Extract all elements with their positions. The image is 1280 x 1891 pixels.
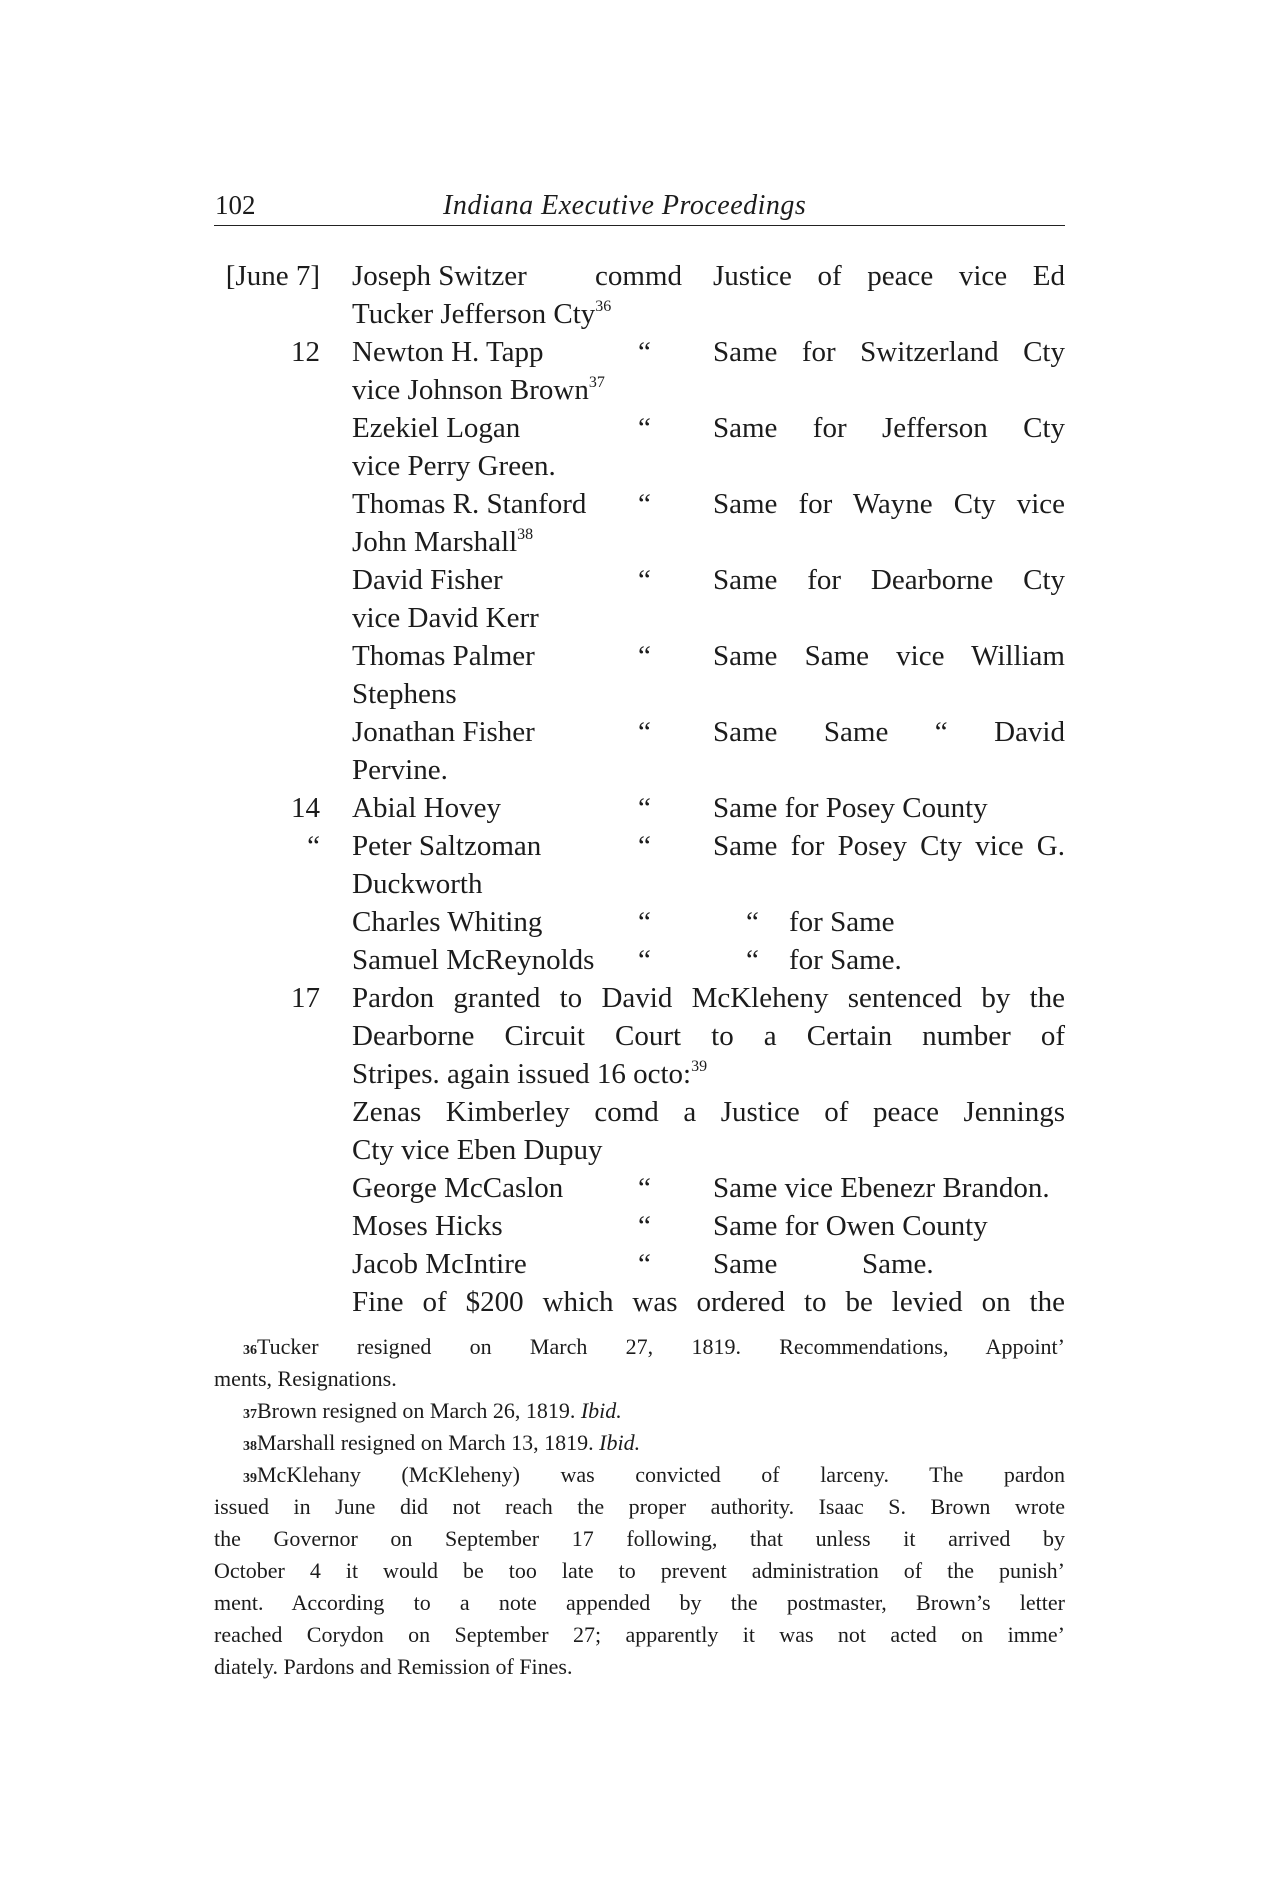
ditto-mark: “ bbox=[638, 564, 651, 596]
footnote-39-line: reached Corydon on September 27; apparently it was not acted on imme’ bbox=[214, 1622, 1065, 1647]
ditto-mark: “ bbox=[638, 1210, 651, 1242]
entry-name: Peter Saltzoman bbox=[352, 830, 542, 862]
ditto-mark: “ bbox=[638, 944, 651, 976]
footnote-39-line: ment. According to a note appended by the postmaster, Brown’s letter bbox=[214, 1590, 1065, 1615]
entry-description: Same. bbox=[862, 1248, 934, 1280]
page-number: 102 bbox=[215, 190, 256, 220]
ditto-mark: “ bbox=[638, 792, 651, 824]
entry-description: Same for Jefferson Cty bbox=[713, 412, 1065, 444]
entry-name: Newton H. Tapp bbox=[352, 336, 544, 368]
entry-name: Samuel McReynolds bbox=[352, 944, 595, 976]
entry-date: [June 7] bbox=[225, 260, 320, 292]
entry-continuation: vice Perry Green. bbox=[352, 450, 556, 482]
ditto-mark: “ bbox=[638, 336, 651, 368]
entry-continuation: vice David Kerr bbox=[352, 602, 539, 634]
entry-name: Thomas Palmer bbox=[352, 640, 535, 672]
footnote-ref: 38 bbox=[517, 526, 534, 543]
entry-name: Ezekiel Logan bbox=[352, 412, 521, 444]
pardon-line: Pardon granted to David McKleheny sentenced by the bbox=[352, 982, 1065, 1014]
entry-description: Same for Owen County bbox=[713, 1210, 988, 1242]
entry-name: David Fisher bbox=[352, 564, 503, 596]
ditto-mark: “ bbox=[638, 1248, 651, 1280]
entry-description: Same for Dearborne Cty bbox=[713, 564, 1065, 596]
entry-continuation: Pervine. bbox=[352, 754, 448, 786]
ditto-mark: “ bbox=[638, 1172, 651, 1204]
entry-description: for Same. bbox=[789, 944, 902, 976]
entry-line: Zenas Kimberley comd a Justice of peace Jennings bbox=[352, 1096, 1065, 1128]
ditto-mark: “ bbox=[746, 906, 759, 938]
running-title: Indiana Executive Proceedings bbox=[443, 190, 807, 221]
footnote-39-line: diately. Pardons and Remission of Fines. bbox=[214, 1654, 573, 1679]
entry-description: Same for Posey Cty vice G. bbox=[713, 830, 1065, 862]
entry-name: Jacob McIntire bbox=[352, 1248, 527, 1280]
ditto-mark: “ bbox=[638, 640, 651, 672]
entry-name: Abial Hovey bbox=[352, 792, 501, 824]
footnote-36: 36Tucker resigned on March 27, 1819. Recommendations, Appoint’ bbox=[243, 1334, 1065, 1359]
entry-description: Same bbox=[713, 1248, 778, 1280]
footnote-39-line: the Governor on September 17 following, that unless it arrived by bbox=[214, 1526, 1065, 1551]
entry-continuation: John Marshall$^{38}$ bbox=[352, 526, 534, 558]
entry-continuation: Tucker Jefferson Cty$^{36}$ bbox=[352, 298, 612, 330]
ditto-mark: “ bbox=[638, 716, 651, 748]
entry-name: Charles Whiting bbox=[352, 906, 543, 938]
entry-description: Same vice Ebenezr Brandon. bbox=[713, 1172, 1050, 1204]
entry-name: Joseph Switzer bbox=[352, 260, 527, 292]
entry-date: “ bbox=[307, 830, 320, 862]
ditto-mark: “ bbox=[638, 906, 651, 938]
entry-description: Same Same vice William bbox=[713, 640, 1065, 672]
entry-description: Same Same “ David bbox=[713, 716, 1065, 748]
ditto-mark: “ bbox=[638, 830, 651, 862]
entry-description: Same for Posey County bbox=[713, 792, 988, 824]
footnote-ref: 39 bbox=[691, 1058, 708, 1075]
footnote-39-line: October 4 it would be too late to prevent administration of the punish’ bbox=[214, 1558, 1065, 1583]
entry-name: George McCaslon bbox=[352, 1172, 564, 1204]
footnote-39: 39McKlehany (McKleheny) was convicted of larceny. The pardon bbox=[243, 1462, 1065, 1487]
entry-continuation: Duckworth bbox=[352, 868, 483, 900]
footnote-ref: 36 bbox=[595, 298, 612, 315]
footnote-37: 37Brown resigned on March 26, 1819. Ibid. bbox=[243, 1398, 622, 1423]
entry-continuation: Stephens bbox=[352, 678, 457, 710]
entry-description: for Same bbox=[789, 906, 895, 938]
header-rule bbox=[214, 225, 1065, 226]
entry-line: Cty vice Eben Dupuy bbox=[352, 1134, 603, 1166]
entry-description: Same for Switzerland Cty bbox=[713, 336, 1065, 368]
ditto-mark: “ bbox=[638, 488, 651, 520]
footnote-36-cont: ments, Resignations. bbox=[214, 1366, 397, 1391]
entry-line: Fine of $200 which was ordered to be levied on the bbox=[352, 1286, 1065, 1318]
pardon-line: Stripes. again issued 16 octo:$^{39}$ bbox=[352, 1058, 708, 1090]
footnote-39-line: issued in June did not reach the proper authority. Isaac S. Brown wrote bbox=[214, 1494, 1065, 1519]
entry-description: Justice of peace vice Ed bbox=[713, 260, 1065, 292]
entry-description: Same for Wayne Cty vice bbox=[713, 488, 1065, 520]
entry-continuation: vice Johnson Brown$^{37}$ bbox=[352, 374, 605, 406]
entry-action: commd bbox=[595, 260, 682, 292]
footnote-38: 38Marshall resigned on March 13, 1819. Ibid. bbox=[243, 1430, 641, 1455]
ditto-mark: “ bbox=[638, 412, 651, 444]
entry-date: 17 bbox=[291, 982, 320, 1014]
entry-name: Thomas R. Stanford bbox=[352, 488, 587, 520]
entry-date: 14 bbox=[291, 792, 320, 824]
footnote-ref: 37 bbox=[588, 374, 605, 391]
entry-date: 12 bbox=[291, 336, 320, 368]
ditto-mark: “ bbox=[746, 944, 759, 976]
entry-name: Moses Hicks bbox=[352, 1210, 503, 1242]
pardon-line: Dearborne Circuit Court to a Certain number of bbox=[352, 1020, 1065, 1052]
entry-name: Jonathan Fisher bbox=[352, 716, 535, 748]
